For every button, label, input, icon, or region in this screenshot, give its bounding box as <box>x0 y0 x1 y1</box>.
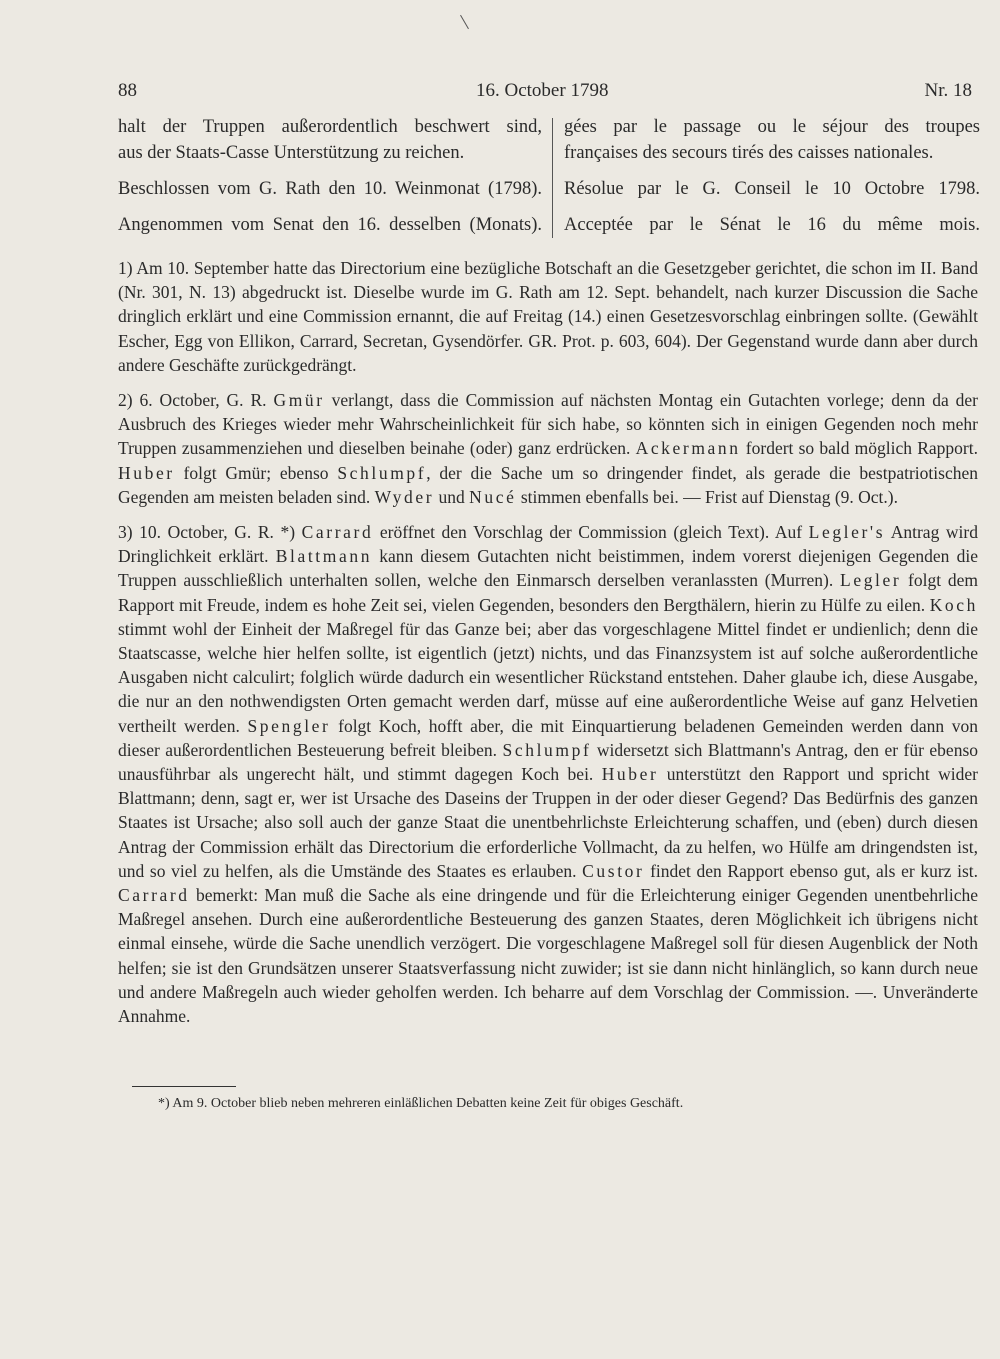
header-date: 16. October 1798 <box>476 80 609 101</box>
note-1: 1) Am 10. September hatte das Directorium eine bezügliche Botschaft an die Gesetzgeber gerichtet, die schon im II. Band (Nr. 301, N. 13) abgedruckt ist. Dieselbe wurde im G. Rath am 12. Sept. behandelt, nach kurzer Discussion die Sache dringlich erklärt und eine Commission ernannt, die auf Freitag (14.) einen Gesetzesvorschlag einbringen sollte. (Gewählt Escher, Egg von Ellikon, Carrard, Secretan, Gysendörfer. GR. Prot. p. 603, 604). Der Gegenstand wurde dann aber durch andere Geschäfte zurückgedrängt. <box>118 258 978 375</box>
speaker-name: Custor <box>582 860 645 881</box>
note-2-text: folgt Gmür; ebenso <box>174 462 338 483</box>
note-2-text: 2) 6. October, G. R. <box>118 390 274 411</box>
speaker-name: Huber <box>601 764 659 785</box>
speaker-name: Legler <box>840 570 902 591</box>
stray-mark <box>460 15 469 29</box>
french-column <box>564 114 980 238</box>
speaker-name: Huber <box>118 462 175 483</box>
speaker-name: Wyder <box>374 486 435 507</box>
speaker-name: Carrard <box>118 885 190 906</box>
note-2-text: verlangt, dass die Commission auf nächsten Montag ein Gutachten vorlege; denn da der Ausbruch des Krieges wieder mehr Wahrscheinlichkeit für sich habe, so könnten sich in einigen Gegenden noch mehr Truppen zusammenziehen und dieselben beinahe (oder) ganz erdrücken. <box>118 390 978 459</box>
footnote: *) Am 9. October blieb neben mehreren einläßlichen Debatten keine Zeit für obiges Geschäft. <box>158 1096 684 1111</box>
page-header <box>118 80 972 110</box>
note-2-text: stimmen ebenfalls bei. — Frist auf Dienstag (9. Oct.). <box>516 486 898 507</box>
note-3-text: findet den Rapport ebenso gut, als er kurz ist. <box>644 860 978 881</box>
note-3-text: stimmt wohl der Einheit der Maßregel für das Ganze bei; aber das vorgeschlagene Mittel findet er undienlich; denn die Staatscasse, welche hier helfen sollte, ist eigentlich (jetzt) nichts, und das Finanzsystem ist auf solche außerordentliche Ausgaben nicht calculirt; folglich würde dadurch ein wesentlicher Rückstand entstehen. Daher glaube ich, diese Ausgabe, die nur an den nothwendigsten Orten gemacht werden darf, müsse auf eine außerordentliche Weise auf ganz Helvetien vertheilt werden. <box>118 618 978 736</box>
french-resolved: Résolue par le G. Conseil le 10 Octobre 1798. <box>564 179 980 199</box>
note-2-text: , der die Sache um so dringender findet, als gerade die bestpatriotischen Gegenden am meisten beladen sind. <box>118 462 978 507</box>
german-column <box>118 114 542 238</box>
german-line-1: halt der Truppen außerordentlich beschwert sind, <box>118 117 542 137</box>
speaker-name: Ackermann <box>635 438 741 459</box>
french-line-1: gées par le passage ou le séjour des troupes <box>564 117 980 137</box>
note-3-text: Antrag wird Dringlichkeit erklärt. <box>118 522 978 567</box>
header-number: Nr. 18 <box>924 80 972 101</box>
speaker-name: Koch <box>929 594 978 615</box>
note-3-text: kann diesem Gutachten nicht beistimmen, indem vorerst diejenigen Gegenden die Truppen ausschließlich unterhalten sollen, welche den Einmarsch derselben veranlassten (Murren). <box>118 546 978 591</box>
note-3-text: 3) 10. October, G. R. *) <box>118 522 302 543</box>
german-resolved: Beschlossen vom G. Rath den 10. Weinmonat (1798). <box>118 179 542 199</box>
note-3-text: folgt dem Rapport mit Freude, indem es hohe Zeit sei, vielen Gegenden, besonders den Bergthälern, hierin zu Hülfe zu eilen. <box>118 570 978 615</box>
german-accepted: Angenommen vom Senat den 16. desselben (Monats). <box>118 215 542 235</box>
note-3-text: eröffnet den Vorschlag der Commission (gleich Text). Auf <box>373 522 809 543</box>
speaker-name: Gmür <box>273 390 325 411</box>
note-2-text: und <box>434 486 470 507</box>
note-2 <box>118 388 978 509</box>
note-3-text: bemerkt: Man muß die Sache als eine dringende und für die Erleichterung einiger Gegenden unentbehrliche Maßregel ansehen. Durch eine außerordentliche Besteuerung des ganzen Staates, deren Möglichkeit ich übrigens nicht einmal einsehe, würde die Sache unendlich verzögert. Die vorgeschlagene Maßregel soll für diesen Augenblick der Noth helfen; sie ist den Grundsätzen unserer Staatsverfassung nicht zuwider; ist sie dann nicht hinlänglich, so kann durch neue und andere Maßregeln auch wieder geholfen werden. Ich beharre auf dem Vorschlag der Commission. —. Unveränderte Annahme. <box>118 885 978 1027</box>
speaker-name: Carrard <box>301 522 374 543</box>
french-accepted: Acceptée par le Sénat le 16 du même mois. <box>564 215 980 235</box>
speaker-name: Spengler <box>247 715 331 736</box>
page-number: 88 <box>118 80 137 101</box>
speaker-name: Schlumpf <box>337 462 427 483</box>
speaker-name: Blattmann <box>275 546 373 567</box>
french-line-2: françaises des secours tirés des caisses nationales. <box>564 143 934 163</box>
notes-body <box>118 256 978 1028</box>
column-divider <box>552 118 553 238</box>
note-3-text: folgt Koch, hofft aber, die mit Einquartierung beladenen Gemeinden werden dann von dieser außerordentlichen Besteuerung befreit bleiben. <box>118 715 978 760</box>
note-3 <box>118 520 978 1028</box>
german-line-2: aus der Staats-Casse Unterstützung zu reichen. <box>118 143 465 163</box>
speaker-name: Legler's <box>808 522 886 543</box>
note-2-text: fordert so bald möglich Rapport. <box>740 438 978 459</box>
speaker-name: Schlumpf <box>502 739 592 760</box>
speaker-name: Nucé <box>469 486 517 507</box>
footnote-rule <box>132 1086 236 1087</box>
bilingual-columns <box>118 114 980 242</box>
note-3-text: unterstützt den Rapport und spricht wider Blattmann; denn, sagt er, wer ist Ursache des Daseins der Truppen in der oder dieser Gegend? Das Bedürfnis des ganzen Staates ist Ursache; also soll auch der ganze Staat die unentbehrlichste Erleichterung schaffen, und (eben) durch diesen Antrag der Commission erhält das Directorium die erforderliche Vollmacht, da zu helfen, wo Hülfe am dringendsten ist, und so viel zu helfen, als die Umstände des Staates es erlauben. <box>118 764 978 881</box>
note-3-text: widersetzt sich Blattmann's Antrag, den er für ebenso unausführbar als ungerecht hält, und stimmt dagegen Koch bei. <box>118 739 979 785</box>
